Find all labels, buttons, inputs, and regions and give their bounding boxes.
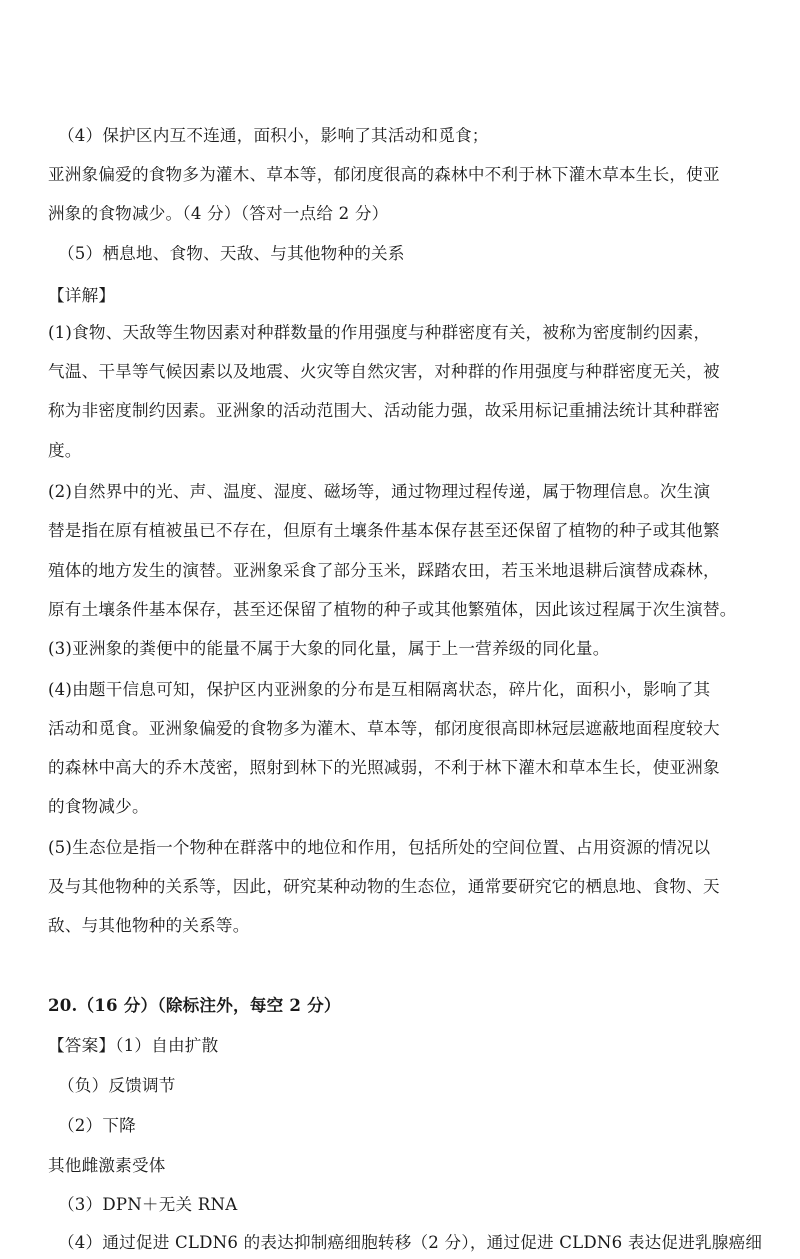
answer-item: 其他雌激素受体	[48, 1156, 166, 1175]
answer-label: 【答案】（1）自由扩散	[48, 1036, 219, 1055]
explanation-4-line: 的食物减少。	[48, 797, 149, 816]
answer-line-5: （5）栖息地、食物、天敌、与其他物种的关系	[58, 244, 405, 263]
answer-line-4: （4）保护区内互不连通，面积小，影响了其活动和觅食；	[58, 126, 489, 145]
explanation-2-line: 替是指在原有植被虽已不存在，但原有土壤条件基本保存甚至还保留了植物的种子或其他繁	[48, 521, 720, 540]
explanation-4-line: (4)由题干信息可知，保护区内亚洲象的分布是互相隔离状态，碎片化，面积小，影响了其	[48, 680, 711, 699]
explanation-5-line: (5)生态位是指一个物种在群落中的地位和作用，包括所处的空间位置、占用资源的情况以	[48, 838, 711, 857]
explanation-2-line: (2)自然界中的光、声、温度、湿度、磁场等，通过物理过程传递，属于物理信息。次生演	[48, 482, 711, 501]
explanation-4-line: 的森林中高大的乔木茂密，照射到林下的光照减弱，不利于林下灌木和草本生长，使亚洲象	[48, 758, 720, 777]
answer-text-line: 洲象的食物减少。（4 分）（答对一点给 2 分）	[48, 204, 389, 223]
answer-item: （4）通过促进 CLDN6 的表达抑制癌细胞转移（2 分），通过促进 CLDN6 表达促进乳腺癌细	[58, 1233, 763, 1252]
explanation-5-line: 敌、与其他物种的关系等。	[48, 916, 250, 935]
explanation-5-line: 及与其他物种的关系等，因此，研究某种动物的生态位，通常要研究它的栖息地、食物、天	[48, 877, 720, 896]
answer-item: （负）反馈调节	[58, 1076, 176, 1095]
explanation-1-line: 度。	[48, 441, 82, 460]
explanation-2-line: 原有土壤条件基本保存，甚至还保留了植物的种子或其他繁殖体，因此该过程属于次生演替。	[48, 600, 737, 619]
answer-text-line: 亚洲象偏爱的食物多为灌木、草本等，郁闭度很高的森林中不利于林下灌木草本生长，使亚	[48, 165, 720, 184]
answer-item: （2）下降	[58, 1116, 136, 1135]
explanation-heading: 【详解】	[48, 286, 116, 305]
explanation-1-line: 称为非密度制约因素。亚洲象的活动范围大、活动能力强，故采用标记重捕法统计其种群密	[48, 401, 720, 420]
explanation-1-line: 气温、干旱等气候因素以及地震、火灾等自然灾害，对种群的作用强度与种群密度无关，被	[48, 362, 720, 381]
explanation-4-line: 活动和觅食。亚洲象偏爱的食物多为灌木、草本等，郁闭度很高即林冠层遮蔽地面程度较大	[48, 719, 720, 738]
question-20-header: 20.（16 分）（除标注外，每空 2 分）	[48, 995, 341, 1015]
explanation-1-line: (1)食物、天敌等生物因素对种群数量的作用强度与种群密度有关，被称为密度制约因素，	[48, 323, 711, 342]
explanation-2-line: 殖体的地方发生的演替。亚洲象采食了部分玉米，踩踏农田，若玉米地退耕后演替成森林，	[48, 561, 720, 580]
answer-item: （3）DPN＋无关 RNA	[58, 1195, 238, 1214]
explanation-3-line: (3)亚洲象的粪便中的能量不属于大象的同化量，属于上一营养级的同化量。	[48, 639, 610, 658]
